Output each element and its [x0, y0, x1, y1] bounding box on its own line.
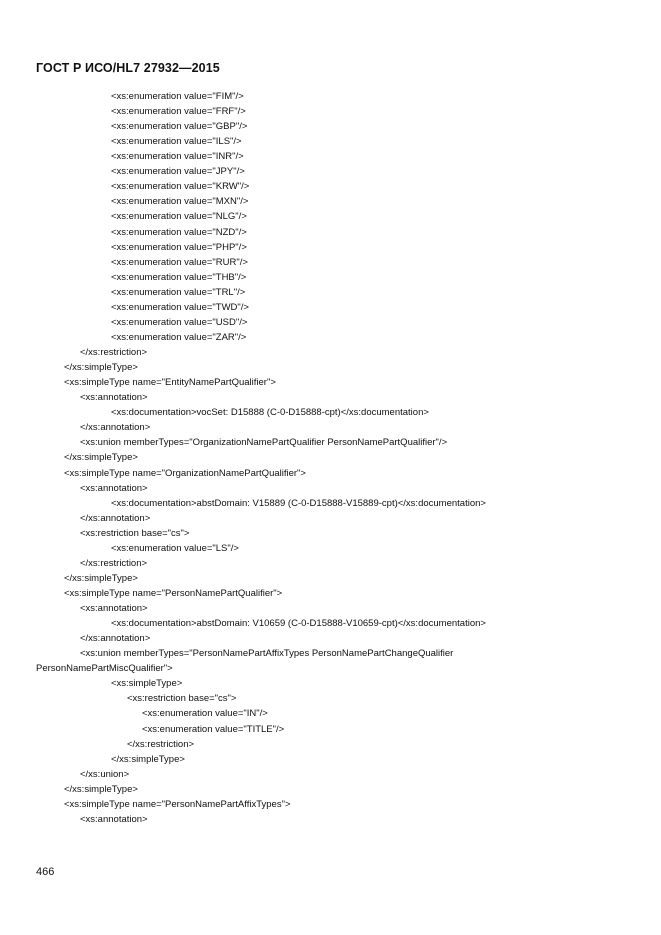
document-header: ГОСТ Р ИСО/HL7 27932—2015	[36, 61, 220, 75]
code-line: <xs:enumeration value="TWD"/>	[111, 301, 249, 313]
code-line: </xs:simpleType>	[64, 572, 138, 584]
code-line: <xs:annotation>	[80, 392, 148, 404]
code-line: <xs:enumeration value="NZD"/>	[111, 226, 247, 238]
code-line: <xs:enumeration value="KRW"/>	[111, 181, 250, 193]
code-line: </xs:simpleType>	[64, 362, 138, 374]
code-line: <xs:annotation>	[80, 482, 148, 494]
code-line: </xs:union>	[80, 768, 130, 780]
code-line: <xs:documentation>vocSet: D15888 (C-0-D15888-cpt)</xs:documentation>	[111, 407, 429, 419]
code-line: </xs:restriction>	[127, 738, 195, 750]
code-line: <xs:enumeration value="ZAR"/>	[111, 331, 247, 343]
code-line: <xs:enumeration value="FRF"/>	[111, 106, 246, 118]
code-line: <xs:documentation>abstDomain: V10659 (C-0-D15888-V10659-cpt)</xs:documentation>	[111, 618, 486, 630]
code-line: <xs:simpleType name="EntityNamePartQualifier">	[64, 377, 276, 389]
code-line: <xs:enumeration value="INR"/>	[111, 151, 244, 163]
code-line: <xs:restriction base="cs">	[127, 693, 237, 705]
code-line: </xs:simpleType>	[64, 783, 138, 795]
code-line: <xs:enumeration value="TITLE"/>	[142, 723, 285, 735]
code-line: <xs:enumeration value="USD"/>	[111, 316, 248, 328]
code-line: <xs:enumeration value="RUR"/>	[111, 256, 248, 268]
code-line: </xs:annotation>	[80, 422, 151, 434]
code-line: <xs:simpleType name="OrganizationNamePartQualifier">	[64, 467, 306, 479]
code-line: <xs:enumeration value="JPY"/>	[111, 166, 245, 178]
code-line: <xs:enumeration value="MXN"/>	[111, 196, 249, 208]
code-line: <xs:enumeration value="ILS"/>	[111, 136, 242, 148]
code-line: PersonNamePartMiscQualifier">	[36, 663, 173, 675]
code-line: <xs:enumeration value="IN"/>	[142, 708, 268, 720]
code-line: <xs:enumeration value="NLG"/>	[111, 211, 247, 223]
code-line: <xs:simpleType name="PersonNamePartAffixTypes">	[64, 798, 291, 810]
code-line: <xs:simpleType name="PersonNamePartQualifier">	[64, 587, 283, 599]
code-line: </xs:annotation>	[80, 512, 151, 524]
page-number: 466	[36, 866, 55, 878]
code-line: <xs:enumeration value="TRL"/>	[111, 286, 246, 298]
code-line: <xs:enumeration value="LS"/>	[111, 542, 239, 554]
code-line: <xs:enumeration value="THB"/>	[111, 271, 247, 283]
code-line: </xs:restriction>	[80, 557, 148, 569]
code-line: <xs:annotation>	[80, 813, 148, 825]
code-line: </xs:simpleType>	[64, 452, 138, 464]
code-line: </xs:simpleType>	[111, 753, 185, 765]
code-line: <xs:restriction base="cs">	[80, 527, 190, 539]
code-line: <xs:union memberTypes="OrganizationNamePartQualifier PersonNamePartQualifier"/>	[80, 437, 448, 449]
code-line: <xs:annotation>	[80, 603, 148, 615]
code-line: <xs:enumeration value="GBP"/>	[111, 121, 248, 133]
code-line: <xs:simpleType>	[111, 678, 183, 690]
code-line: </xs:restriction>	[80, 347, 148, 359]
code-line: <xs:documentation>abstDomain: V15889 (C-0-D15888-V15889-cpt)</xs:documentation>	[111, 497, 486, 509]
code-line: <xs:union memberTypes="PersonNamePartAffixTypes PersonNamePartChangeQualifier	[80, 648, 454, 660]
code-line: <xs:enumeration value="FIM"/>	[111, 91, 244, 102]
code-line: <xs:enumeration value="PHP"/>	[111, 241, 247, 253]
code-line: </xs:annotation>	[80, 633, 151, 645]
